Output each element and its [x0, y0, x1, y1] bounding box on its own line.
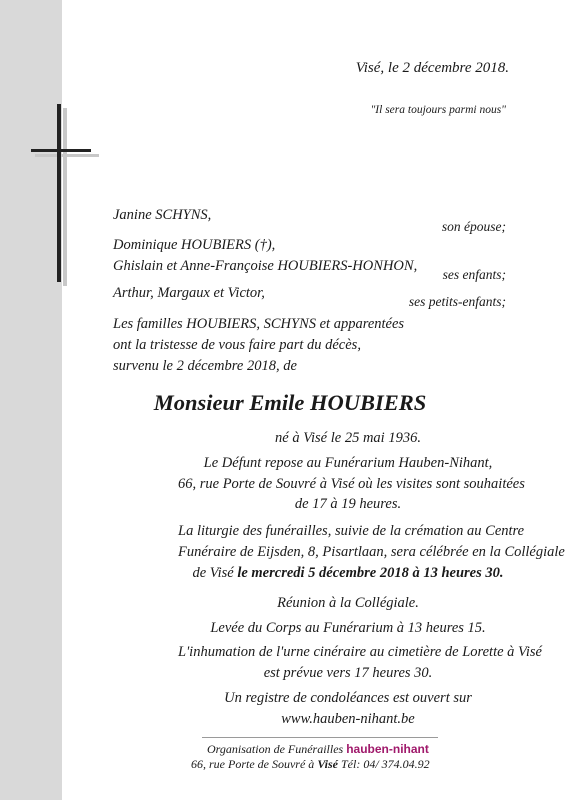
- cross-icon: [57, 104, 61, 282]
- repose-line-3: de 17 à 19 heures.: [294, 496, 402, 512]
- footer-address: [191, 757, 430, 772]
- child-name-1: Dominique HOUBIERS (†),: [113, 237, 276, 253]
- child-name-2: Ghislain et Anne-Françoise HOUBIERS-HONHON,: [113, 258, 418, 274]
- levee-block: [178, 618, 518, 638]
- funeral-date-emphasis: le mercredi 5 décembre 2018 à 13 heures 30.: [237, 565, 504, 581]
- children-role: ses enfants;: [442, 267, 506, 282]
- grandchildren-role: ses petits-enfants;: [408, 294, 506, 309]
- footer-org-prefix: Organisation de Funérailles: [207, 742, 347, 756]
- families-line-3: survenu le 2 décembre 2018, de: [113, 358, 297, 374]
- quote: "Il sera toujours parmi nous": [370, 104, 506, 116]
- liturgy-line-2: Funéraire de Eijsden, 8, Pisartlaan, sera célébrée en la Collégiale: [178, 544, 565, 560]
- cross-shadow-horizontal: [35, 154, 99, 157]
- liturgy-line-3-start: de Visé: [192, 565, 238, 581]
- reunion-line: Réunion à la Collégiale.: [277, 595, 419, 611]
- birth-block: [178, 428, 518, 448]
- urn-block: [178, 642, 542, 683]
- urn-line-2: est prévue vers 17 heures 30.: [263, 664, 433, 681]
- deceased-name: Monsieur Emile HOUBIERS: [153, 390, 427, 415]
- footer-address-text: 66, rue Porte de Souvré à: [191, 757, 318, 771]
- footer-divider: [202, 737, 438, 738]
- repose-line-1: Le Défunt repose au Funérarium Hauben-Nihant,: [203, 455, 493, 471]
- place-and-date: Visé, le 2 décembre 2018.: [355, 60, 509, 76]
- footer-organization: [207, 742, 429, 757]
- liturgy-line-1: La liturgie des funérailles, suivie de la crémation au Centre: [178, 523, 525, 539]
- reunion-block: [178, 593, 518, 613]
- registry-block: [178, 688, 518, 730]
- cross-icon-bar: [31, 149, 91, 152]
- grandchildren-names: Arthur, Margaux et Victor,: [113, 285, 265, 301]
- cross-shadow-vertical: [63, 108, 67, 286]
- levee-line: Levée du Corps au Funérarium à 13 heures 15.: [210, 620, 486, 636]
- urn-line-1: L'inhumation de l'urne cinéraire au cimetière de Lorette à Visé: [178, 644, 542, 660]
- spouse-role: son épouse;: [441, 219, 506, 234]
- families-line-2: ont la tristesse de vous faire part du décès,: [113, 337, 361, 353]
- families-line-1: Les familles HOUBIERS, SCHYNS et apparentées: [113, 316, 405, 332]
- liturgy-block: [178, 521, 565, 584]
- spouse-name: Janine SCHYNS,: [113, 207, 212, 223]
- birth-line: né à Visé le 25 mai 1936.: [275, 430, 421, 446]
- footer-city: Visé: [317, 757, 338, 771]
- left-gray-band: [0, 0, 62, 800]
- website-link[interactable]: www.hauben-nihant.be: [281, 711, 415, 727]
- brand-name: hauben-nihant: [346, 742, 429, 756]
- registry-line: Un registre de condoléances est ouvert sur: [224, 690, 472, 706]
- repose-block: [178, 453, 525, 515]
- footer-phone: Tél: 04/ 374.04.92: [337, 757, 430, 771]
- repose-line-2: 66, rue Porte de Souvré à Visé où les visites sont souhaitées: [178, 475, 525, 492]
- liturgy-line-3: [178, 563, 518, 584]
